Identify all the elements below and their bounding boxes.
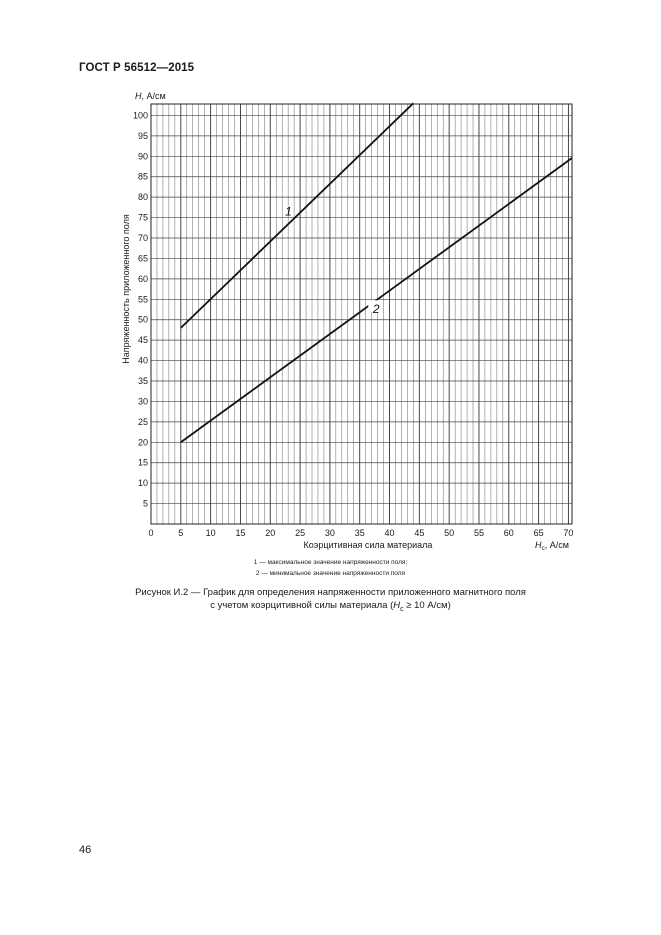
x-tick-label: 60 [503, 528, 514, 538]
x-tick-label: 40 [384, 528, 395, 538]
x-tick-label: 30 [324, 528, 335, 538]
caption-line-2-suffix: ≥ 10 А/см) [403, 600, 451, 611]
x-tick-label: 25 [295, 528, 306, 538]
caption-line-1: Рисунок И.2 — График для определения напряженности приложенного магнитного поля [135, 587, 526, 598]
y-tick-label: 70 [137, 233, 148, 244]
x-axis-unit: $H_c$, А/см [535, 540, 569, 552]
y-tick-label: 85 [137, 171, 148, 182]
x-tick-label: 15 [235, 528, 246, 538]
x-tick-label: 5 [178, 528, 184, 538]
y-tick-label: 20 [137, 437, 148, 448]
caption-line-2-prefix: с учетом коэрцитивной силы материала ( [210, 600, 394, 611]
y-tick-label: 90 [137, 151, 148, 162]
x-tick-label: 70 [563, 528, 574, 538]
y-tick-label: 45 [137, 335, 148, 346]
y-axis-label: Напряженность приложенного поля [121, 214, 131, 364]
chart-legend [0, 557, 661, 579]
x-tick-label: 20 [265, 528, 276, 538]
y-axis-unit: H, А/см [135, 91, 166, 101]
y-tick-label: 15 [137, 457, 148, 468]
y-tick-label: 35 [137, 376, 148, 387]
caption-line-2 [0, 599, 661, 616]
y-tick-label: 5 [142, 498, 148, 509]
y-tick-label: 100 [132, 110, 148, 121]
caption-variable: H [393, 600, 401, 611]
page-number: 46 [79, 844, 92, 856]
x-tick-label: 50 [444, 528, 455, 538]
y-tick-label: 40 [137, 355, 148, 366]
y-tick-label: 30 [137, 396, 148, 407]
caption-subscript: c [400, 605, 404, 613]
y-tick-label: 50 [137, 314, 148, 325]
series-line-1 [181, 103, 414, 328]
series-label-1: 1 [285, 204, 292, 219]
y-tick-label: 60 [137, 273, 148, 284]
series-label-2: 2 [372, 302, 380, 317]
legend-item-1: 1 — максимальное значение напряженности поля; [253, 559, 408, 566]
y-tick-label: 75 [137, 212, 148, 223]
y-tick-label: 65 [137, 253, 148, 264]
x-tick-label: 10 [205, 528, 216, 538]
y-tick-label: 10 [137, 478, 148, 489]
x-tick-label: 0 [148, 528, 154, 538]
x-axis-label: Коэрцитивная сила материала [303, 540, 433, 550]
y-tick-label: 55 [137, 294, 148, 305]
x-tick-label: 55 [473, 528, 484, 538]
document-header: ГОСТ Р 56512—2015 [79, 62, 195, 74]
x-tick-label: 65 [533, 528, 544, 538]
x-tick-label: 45 [414, 528, 425, 538]
figure-caption [0, 586, 661, 616]
y-tick-label: 95 [137, 130, 148, 141]
y-tick-label: 80 [137, 192, 148, 203]
x-tick-label: 35 [354, 528, 365, 538]
legend-item-2: 2 — минимальное значение напряженности поля [255, 570, 406, 577]
y-tick-label: 25 [137, 416, 148, 427]
